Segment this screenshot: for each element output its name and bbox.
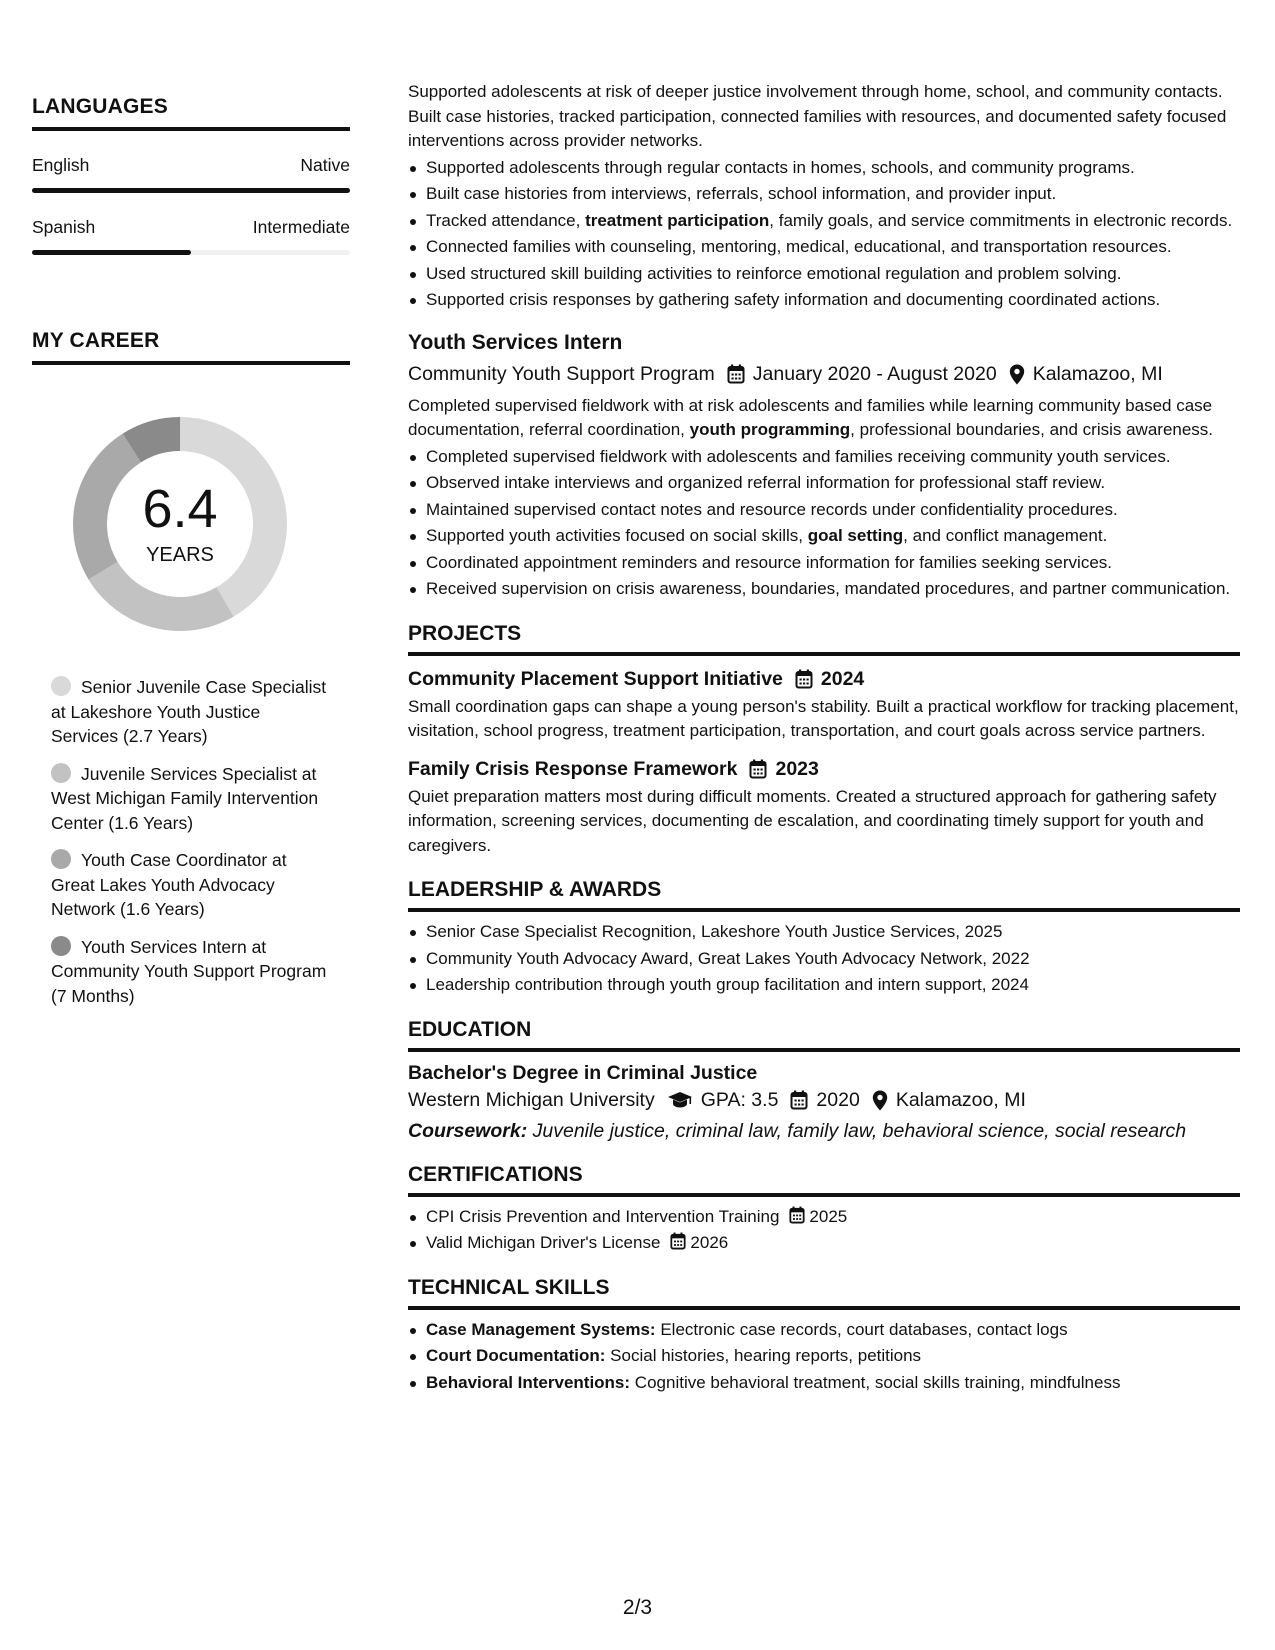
language-spanish — [32, 217, 350, 255]
location-pin-icon — [1009, 364, 1025, 385]
gpa: GPA: 3.5 — [700, 1088, 779, 1111]
list-item: Maintained supervised contact notes and resource records under confidentiality procedures. — [408, 498, 1240, 523]
career-donut-chart — [65, 409, 295, 639]
list-item: Received supervision on crisis awareness, boundaries, mandated procedures, and partner communication. — [408, 577, 1240, 602]
list-item: Senior Case Specialist Recognition, Lakeshore Youth Justice Services, 2025 — [408, 920, 1240, 945]
project-title — [408, 668, 1240, 691]
job-dates: January 2020 - August 2020 — [752, 362, 997, 385]
graduation-cap-icon — [667, 1091, 693, 1109]
graduation-year: 2020 — [816, 1088, 860, 1111]
bullet-text: Tracked attendance, — [426, 210, 586, 230]
job-title: Youth Services Intern — [408, 330, 623, 354]
list-item — [408, 1344, 1240, 1369]
calendar-icon — [727, 364, 745, 384]
right-column — [408, 80, 1240, 1397]
legend-label: Youth Services Intern at Community Youth Support Program (7 Months) — [51, 936, 327, 1006]
experience-bullets — [408, 156, 1240, 313]
project-year: 2024 — [820, 667, 865, 690]
list-item — [408, 1205, 1240, 1230]
degree-title: Bachelor's Degree in Criminal Justice — [408, 1061, 758, 1084]
left-column — [32, 95, 350, 1021]
career-legend-item — [51, 848, 331, 922]
language-level-bar — [32, 188, 350, 193]
calendar-icon — [790, 1090, 808, 1110]
summary-text: , professional boundaries, and crisis awareness. — [850, 420, 1214, 439]
bullet-text: , family goals, and service commitments in electronic records. — [769, 210, 1233, 230]
list-item: Supported crisis responses by gathering safety information and documenting coordinated actions. — [408, 288, 1240, 313]
calendar-icon — [795, 669, 813, 689]
bullet-bold-text: goal setting — [807, 526, 904, 545]
list-item: Supported adolescents through regular contacts in homes, schools, and community programs. — [408, 156, 1240, 181]
awards-title: LEADERSHIP & AWARDS — [408, 878, 1240, 912]
skill-label: Case Management Systems: — [426, 1319, 656, 1339]
language-level: Intermediate — [252, 217, 350, 237]
awards-list — [408, 920, 1240, 998]
cert-name: CPI Crisis Prevention and Intervention Training — [426, 1206, 780, 1226]
job-bullets — [408, 445, 1240, 602]
legend-label: Juvenile Services Specialist at West Michigan Family Intervention Center (1.6 Years) — [51, 763, 319, 833]
skill-value: Cognitive behavioral treatment, social skills training, mindfulness — [634, 1372, 1121, 1392]
school-location: Kalamazoo, MI — [895, 1088, 1026, 1111]
list-item: Used structured skill building activities to reinforce emotional regulation and problem solving. — [408, 262, 1240, 287]
list-item — [408, 209, 1240, 234]
cert-year: 2025 — [809, 1206, 848, 1226]
project-description: Small coordination gaps can shape a young person's stability. Built a practical workflow for tracking placement, visitation, school progress, treatment participation, transportation, and court goals across service partners. — [408, 696, 1239, 740]
career-legend — [51, 675, 331, 1008]
calendar-icon — [749, 759, 767, 779]
legend-label: Senior Juvenile Case Specialist at Lakeshore Youth Justice Services (2.7 Years) — [51, 677, 327, 746]
list-item: Observed intake interviews and organized referral information for professional staff review. — [408, 471, 1240, 496]
summary-text: Completed supervised fieldwork with at risk adolescents and families while learning community based case documentation, referral coordination, — [408, 395, 1213, 439]
legend-dot-icon — [51, 676, 71, 696]
list-item: Completed supervised fieldwork with adolescents and families receiving community youth services. — [408, 445, 1240, 470]
summary-bold-text: youth programming — [689, 420, 851, 439]
coursework-list: Juvenile justice, criminal law, family law, behavioral science, social research — [532, 1119, 1187, 1142]
experience-summary: Supported adolescents at risk of deeper justice involvement through home, school, and community contacts. Built case histories, tracked participation, connected families with resources, and documented safety focused interventions across provider networks. — [408, 82, 1227, 150]
coursework — [408, 1120, 1240, 1143]
language-level-fill — [32, 250, 191, 255]
list-item — [408, 1231, 1240, 1256]
company-name: Community Youth Support Program — [408, 362, 715, 385]
project-title — [408, 758, 1240, 781]
certifications-title: CERTIFICATIONS — [408, 1163, 1240, 1197]
language-english — [32, 155, 350, 193]
page-number: 2/3 — [622, 1596, 653, 1619]
language-level-bar — [32, 250, 350, 255]
bullet-text: , and conflict management. — [903, 526, 1108, 545]
education-meta — [408, 1089, 1240, 1112]
calendar-icon — [670, 1232, 686, 1250]
career-total-years: 6.4 — [142, 478, 218, 539]
skills-list — [408, 1318, 1240, 1396]
list-item — [408, 524, 1240, 549]
skill-value: Electronic case records, court databases, contact logs — [660, 1319, 1068, 1339]
job-summary — [408, 394, 1240, 443]
bullet-bold-text: treatment participation — [585, 210, 770, 230]
list-item: Connected families with counseling, mentoring, medical, educational, and transportation resources. — [408, 235, 1240, 260]
coursework-label: Coursework: — [408, 1119, 528, 1142]
language-name: Spanish — [32, 217, 96, 237]
career-title: MY CAREER — [32, 329, 350, 365]
education-title: EDUCATION — [408, 1018, 1240, 1052]
languages-title: LANGUAGES — [32, 95, 350, 131]
legend-dot-icon — [51, 763, 71, 783]
language-name: English — [32, 155, 90, 175]
career-legend-item — [51, 675, 331, 749]
project-name: Family Crisis Response Framework — [408, 757, 738, 780]
job-location: Kalamazoo, MI — [1032, 362, 1163, 385]
list-item — [408, 1371, 1240, 1396]
project-description: Quiet preparation matters most during difficult moments. Created a structured approach for gathering safety information, screening services, documenting de escalation, and coordinating timely support for youth and caregivers. — [408, 786, 1217, 855]
cert-name: Valid Michigan Driver's License — [426, 1233, 661, 1252]
projects-title: PROJECTS — [408, 622, 1240, 656]
career-legend-item — [51, 762, 331, 836]
certifications-list — [408, 1205, 1240, 1256]
cert-year: 2026 — [690, 1233, 729, 1252]
career-total-unit: YEARS — [146, 543, 214, 566]
skills-title: TECHNICAL SKILLS — [408, 1276, 1240, 1310]
list-item: Community Youth Advocacy Award, Great Lakes Youth Advocacy Network, 2022 — [408, 947, 1240, 972]
language-level: Native — [300, 155, 350, 175]
list-item: Built case histories from interviews, referrals, school information, and provider input. — [408, 182, 1240, 207]
project-year: 2023 — [775, 757, 819, 780]
skill-value: Social histories, hearing reports, petitions — [610, 1346, 922, 1365]
legend-dot-icon — [51, 849, 71, 869]
bullet-text: Supported youth activities focused on social skills, — [426, 526, 808, 545]
legend-dot-icon — [51, 936, 71, 956]
job-meta — [408, 363, 1240, 386]
career-legend-item — [51, 935, 331, 1009]
list-item: Leadership contribution through youth group facilitation and intern support, 2024 — [408, 973, 1240, 998]
skill-label: Court Documentation: — [426, 1346, 606, 1365]
location-pin-icon — [872, 1090, 888, 1111]
language-level-fill — [32, 188, 350, 193]
list-item: Coordinated appointment reminders and resource information for families seeking services. — [408, 551, 1240, 576]
legend-label: Youth Case Coordinator at Great Lakes Youth Advocacy Network (1.6 Years) — [51, 850, 287, 919]
calendar-icon — [789, 1206, 805, 1224]
list-item — [408, 1318, 1240, 1343]
skill-label: Behavioral Interventions: — [426, 1372, 631, 1392]
school-name: Western Michigan University — [408, 1088, 655, 1111]
project-name: Community Placement Support Initiative — [408, 667, 783, 690]
